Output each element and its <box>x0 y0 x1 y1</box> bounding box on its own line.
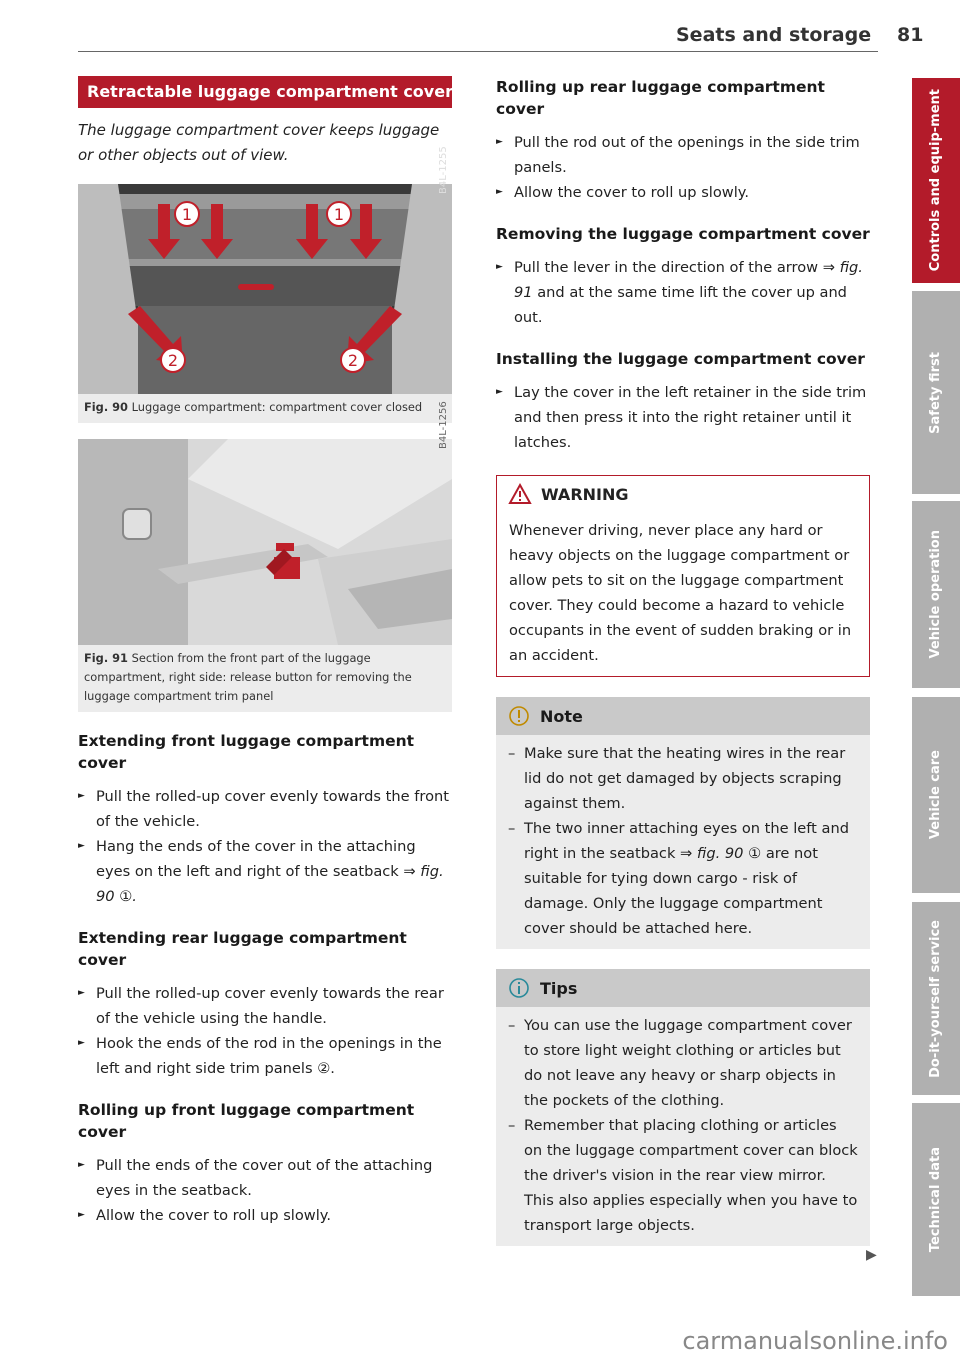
step-text: Pull the lever in the direction of the arrow <box>514 259 819 276</box>
info-circle-icon <box>508 977 530 999</box>
tips-item: – You can use the luggage compartment cover to store light weight clothing or articles but do not leave any heavy or sharp objects in the pockets of the clothing. <box>508 1013 858 1113</box>
warning-triangle-icon <box>509 484 531 504</box>
section-roll-rear-title: Rolling up rear luggage compartment cover <box>496 78 825 118</box>
note-box <box>496 697 870 949</box>
tips-body <box>496 1007 870 1246</box>
step-item <box>496 255 870 330</box>
step-item: ► Lay the cover in the left retainer in the side trim and then press it into the right retainer until it latches. <box>496 380 870 455</box>
note-item <box>508 816 858 941</box>
section-extend-front-title: Extending front luggage compartment cover <box>78 732 415 772</box>
exclamation-circle-icon <box>508 705 530 727</box>
tab-technical-data[interactable] <box>912 1103 960 1296</box>
fig90-caption-text: Luggage compartment: compartment cover closed <box>131 400 423 414</box>
fig91-code: B4L-1256 <box>438 401 449 449</box>
fig-reference[interactable]: ⇒ fig. 91 <box>514 259 863 301</box>
step-text: Hang the ends of the cover in the attaching eyes on the left and right of the seatback <box>96 838 416 880</box>
section-title: Retractable luggage compartment cover <box>78 76 452 108</box>
note-title: Note <box>540 706 583 726</box>
fig90-marker-1b: 1 <box>333 205 345 224</box>
step-item: ► Pull the rolled-up cover evenly towards the front of the vehicle. <box>78 784 452 834</box>
tab-vehicle-operation-label: Vehicle operation <box>928 530 943 659</box>
fig91-caption <box>78 645 452 712</box>
tab-vehicle-care[interactable] <box>912 697 960 893</box>
tab-controls[interactable] <box>912 78 960 283</box>
figure-90 <box>78 146 452 423</box>
tab-vehicle-operation[interactable] <box>912 501 960 688</box>
fig90-image <box>78 146 452 394</box>
warning-box <box>496 475 870 677</box>
note-body <box>496 735 870 949</box>
note-item: – Make sure that the heating wires in the rear lid do not get damaged by objects scraping against them. <box>508 741 858 816</box>
step-item: ► Pull the rolled-up cover evenly towards the rear of the vehicle using the handle. <box>78 981 452 1031</box>
fig-reference[interactable]: ⇒ fig. 90 ① <box>680 845 762 862</box>
footer-watermark: carmanualsonline.info <box>682 1327 948 1355</box>
warning-title: WARNING <box>541 484 629 504</box>
fig90-label: Fig. 90 <box>84 400 128 414</box>
section-install-title: Installing the luggage compartment cover <box>496 350 865 368</box>
tab-safety[interactable] <box>912 291 960 494</box>
tips-box <box>496 969 870 1246</box>
header-title: Seats and storage <box>676 24 872 46</box>
step-item: ► Pull the rod out of the openings in the side trim panels. <box>496 130 870 180</box>
fig90-marker-2b: 2 <box>347 351 359 370</box>
step-item <box>78 834 452 909</box>
fig91-label: Fig. 91 <box>84 651 128 665</box>
tab-vehicle-care-label: Vehicle care <box>928 750 943 840</box>
tab-technical-data-label: Technical data <box>928 1146 943 1253</box>
note-text: The two inner attaching eyes on the left and right in the seatback <box>524 820 849 862</box>
right-column <box>496 76 870 1246</box>
tab-do-it-yourself-label: Do-it-yourself service <box>928 919 943 1078</box>
section-roll-front-title: Rolling up front luggage compartment cover <box>78 1101 415 1141</box>
step-item: ► Allow the cover to roll up slowly. <box>496 180 870 205</box>
fig90-marker-1a: 1 <box>181 205 193 224</box>
fig90-code: B4L-1255 <box>438 146 449 194</box>
fig91-caption-text: Section from the front part of the luggage compartment, right side: release button for removing the luggage compartment trim panel <box>84 651 412 703</box>
continue-arrow-icon: ▶ <box>866 1247 877 1263</box>
tips-title: Tips <box>540 978 578 998</box>
intro-text: The luggage compartment cover keeps luggage or other objects out of view. <box>78 121 440 164</box>
fig90-marker-2a: 2 <box>167 351 179 370</box>
tab-safety-label: Safety first <box>928 351 943 434</box>
fig90-caption <box>78 394 452 423</box>
header-rule <box>78 51 878 52</box>
step-text: and at the same time lift the cover up and out. <box>514 284 847 326</box>
tips-item: – Remember that placing clothing or articles on the luggage compartment cover can block the driver's vision in the rear view mirror. This also applies especially when you have to transport large objects. <box>508 1113 858 1238</box>
tips-header <box>496 969 870 1007</box>
note-header <box>496 697 870 735</box>
section-extend-rear-title: Extending rear luggage compartment cover <box>78 929 407 969</box>
warning-text: Whenever driving, never place any hard or heavy objects on the luggage compartment or allow pets to sit on the luggage compartment cover. They could become a hazard to vehicle occupants in the event of sudden braking or in an accident. <box>497 512 869 676</box>
page-number: 81 <box>897 24 924 46</box>
tab-do-it-yourself[interactable] <box>912 902 960 1095</box>
note-text: are not suitable for tying down cargo - risk of damage. Only the luggage compartment cover should be attached here. <box>524 845 823 937</box>
step-item: ► Pull the ends of the cover out of the attaching eyes in the seatback. <box>78 1153 452 1203</box>
left-column <box>78 76 452 1228</box>
section-remove-title: Removing the luggage compartment cover <box>496 225 870 243</box>
warning-header <box>497 476 869 512</box>
step-item: ► Allow the cover to roll up slowly. <box>78 1203 452 1228</box>
fig-reference[interactable]: ⇒ fig. 90 ①. <box>96 863 444 905</box>
step-item: ► Hook the ends of the rod in the openings in the left and right side trim panels ②. <box>78 1031 452 1081</box>
tab-controls-label: Controls and equip-ment <box>928 89 943 272</box>
